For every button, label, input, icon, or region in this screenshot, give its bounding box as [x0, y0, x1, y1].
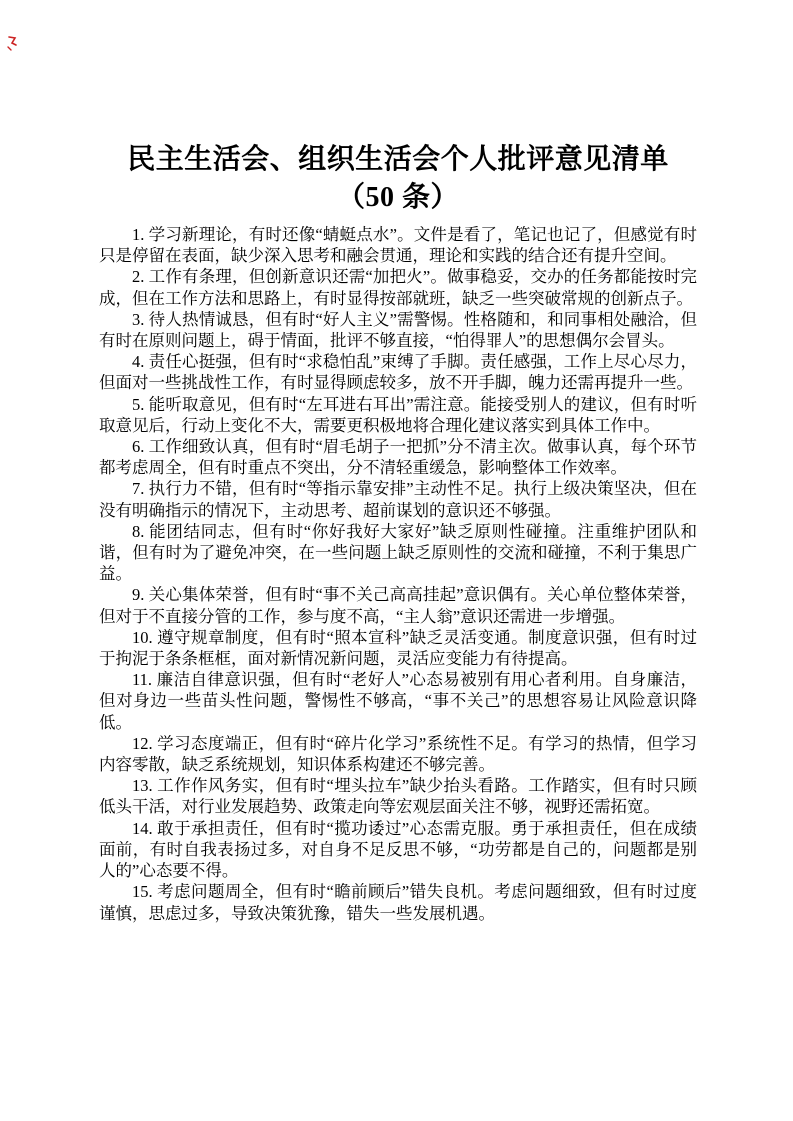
paragraph: 10. 遵守规章制度，但有时“照本宣科”缺乏灵活变通。制度意识强，但有时过于拘泥于条条框框，面对新情况新问题，灵活应变能力有待提高。 [99, 627, 697, 669]
document-title [99, 141, 697, 217]
paragraph: 14. 敢于承担责任，但有时“揽功诿过”心态需克服。勇于承担责任，但在成绩面前，有时自我表扬过多，对自身不足反思不够，“功劳都是自己的，问题都是别人的”心态要不得。 [99, 818, 697, 881]
paragraph: 5. 能听取意见，但有时“左耳进右耳出”需注意。能接受别人的建议，但有时听取意见后，行动上变化不大，需要更积极地将合理化建议落实到具体工作中。 [99, 394, 697, 435]
document-body [99, 224, 697, 924]
document-title-line1: 民主生活会、组织生活会个人批评意见清单 [127, 144, 669, 175]
paragraph: 7. 执行力不错，但有时“等指示靠安排”主动性不足。执行上级决策坚决，但在没有明确指示的情况下，主动思考、超前谋划的意识还不够强。 [99, 479, 697, 520]
red-corner-mark-icon [6, 35, 18, 51]
paragraph: 2. 工作有条理，但创新意识还需“加把火”。做事稳妥，交办的任务都能按时完成，但在工作方法和思路上，有时显得按部就班，缺乏一些突破常规的创新点子。 [99, 267, 697, 308]
paragraph: 8. 能团结同志，但有时“你好我好大家好”缺乏原则性碰撞。注重维护团队和谐，但有时为了避免冲突，在一些问题上缺乏原则性的交流和碰撞，不利于集思广益。 [99, 521, 697, 584]
paragraph: 9. 关心集体荣誉，但有时“事不关己高高挂起”意识偶有。关心单位整体荣誉，但对于不直接分管的工作，参与度不高，“主人翁”意识还需进一步增强。 [99, 585, 697, 626]
document-content [99, 141, 697, 924]
paragraph: 6. 工作细致认真，但有时“眉毛胡子一把抓”分不清主次。做事认真，每个环节都考虑周全，但有时重点不突出，分不清轻重缓急，影响整体工作效率。 [99, 437, 697, 478]
paragraph: 4. 责任心挺强，但有时“求稳怕乱”束缚了手脚。责任感强，工作上尽心尽力，但面对一些挑战性工作，有时显得顾虑较多，放不开手脚，魄力还需再提升一些。 [99, 352, 697, 393]
paragraph: 3. 待人热情诚恳，但有时“好人主义”需警惕。性格随和，和同事相处融洽，但有时在原则问题上，碍于情面，批评不够直接，“怕得罪人”的思想偶尔会冒头。 [99, 309, 697, 351]
paragraph: 15. 考虑问题周全，但有时“瞻前顾后”错失良机。考虑问题细致，但有时过度谨慎，思虑过多，导致决策犹豫，错失一些发展机遇。 [99, 882, 697, 923]
paragraph: 11. 廉洁自律意识强，但有时“老好人”心态易被别有用心者利用。自身廉洁，但对身边一些苗头性问题，警惕性不够高，“事不关己”的思想容易让风险意识降低。 [99, 670, 697, 732]
paragraph: 13. 工作作风务实，但有时“埋头拉车”缺少抬头看路。工作踏实，但有时只顾低头干活，对行业发展趋势、政策走向等宏观层面关注不够，视野还需拓宽。 [99, 776, 697, 817]
document-title-line2: （50 条） [336, 182, 459, 213]
paragraph: 1. 学习新理论，有时还像“蜻蜓点水”。文件是看了，笔记也记了，但感觉有时只是停留在表面，缺少深入思考和融会贯通，理论和实践的结合还有提升空间。 [99, 225, 697, 266]
paragraph: 12. 学习态度端正，但有时“碎片化学习”系统性不足。有学习的热情，但学习内容零散，缺乏系统规划，知识体系构建还不够完善。 [99, 733, 697, 775]
